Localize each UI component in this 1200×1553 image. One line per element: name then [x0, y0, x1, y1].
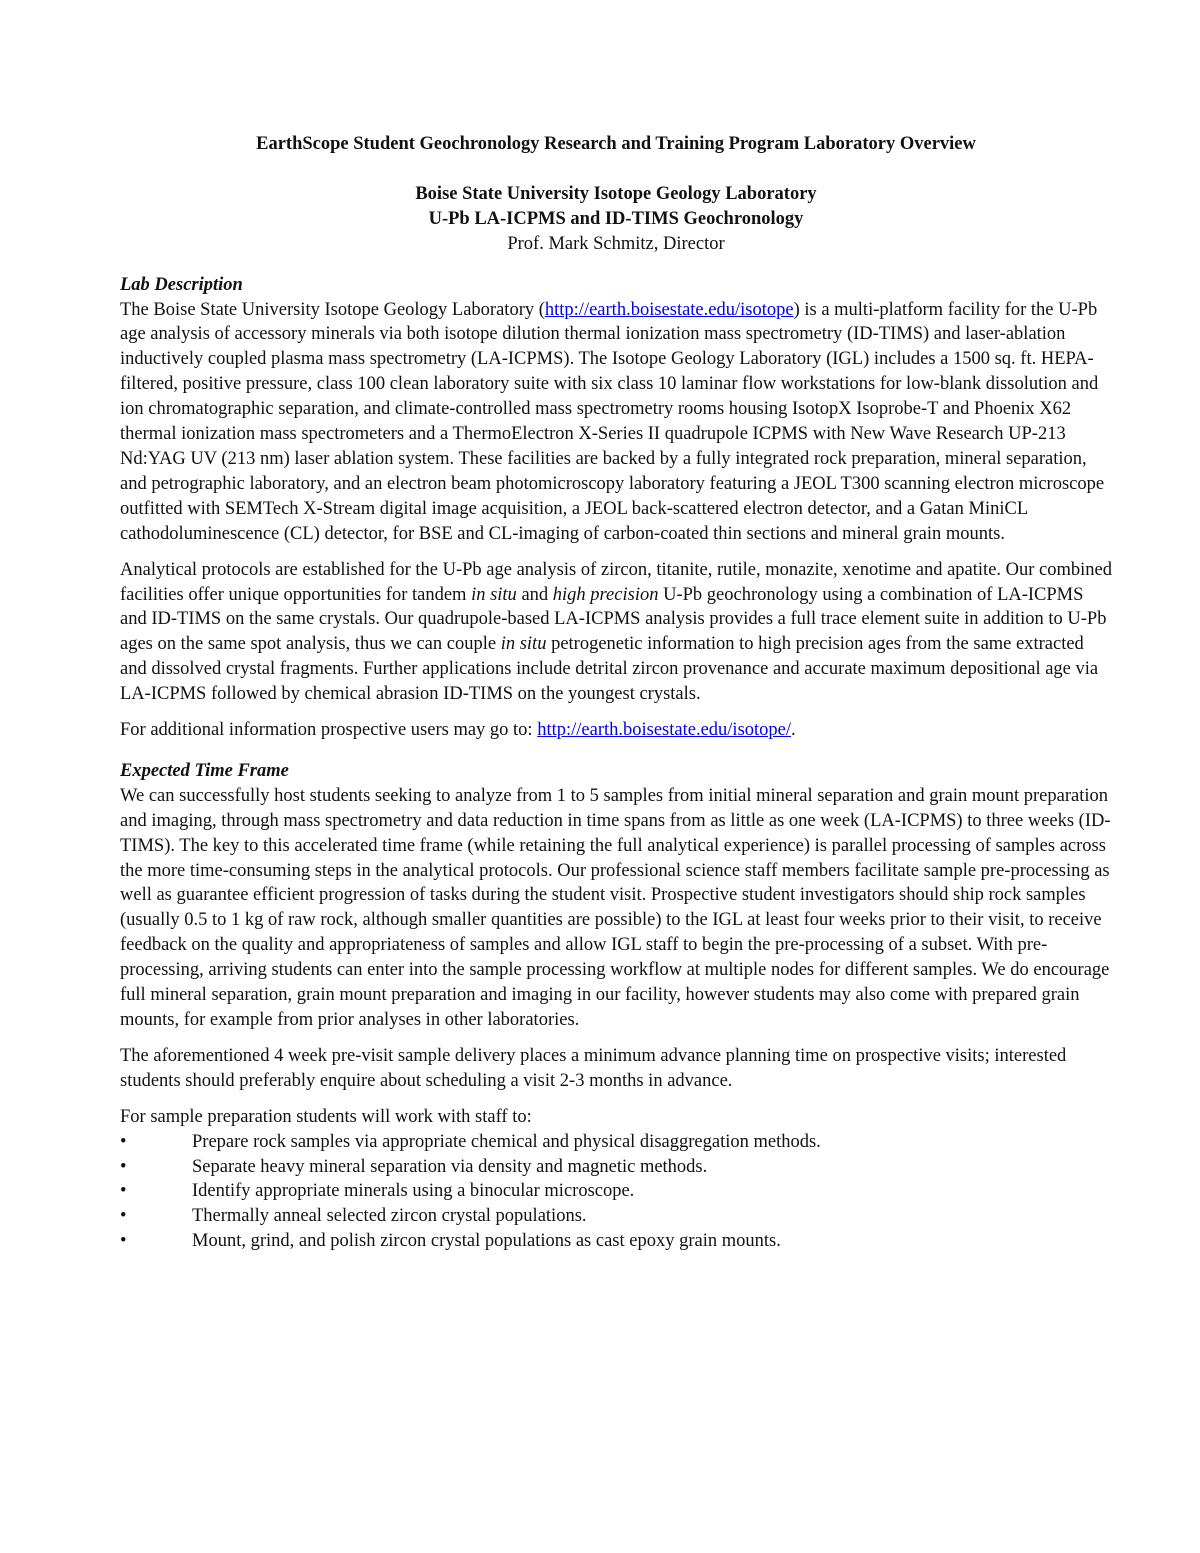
text-span: The Boise State University Isotope Geology Laboratory ( [120, 299, 545, 320]
time-frame-paragraph-1: We can successfully host students seeking to analyze from 1 to 5 samples from initial mineral separation and grain mount preparation and imaging, through mass spectrometry and data reduction in time spans from as little as one week (LA-ICPMS) to three weeks (ID-TIMS). The key to this accelerated time frame (while retaining the full analytical experience) is parallel processing of samples across the more time-consuming steps in the analytical protocols. Our professional science staff members facilitate sample pre-processing as well as guarantee efficient progression of tasks during the student visit. Prospective student investigators should ship rock samples (usually 0.5 to 1 kg of raw rock, although smaller quantities are possible) to the IGL at least four weeks prior to their visit, to receive feedback on the quality and appropriateness of samples and allow IGL staff to begin the pre-processing of a subset. With pre-processing, arriving students can enter into the sample processing workflow at multiple nodes for different samples. We do encourage full mineral separation, grain mount preparation and imaging in our facility, however students may also come with prepared grain mounts, for example from prior analyses in other laboratories. [120, 785, 1111, 1030]
time-frame-paragraph-2: The aforementioned 4 week pre-visit sample delivery places a minimum advance planning time on prospective visits; interested students should preferably enquire about scheduling a visit 2-3 months in advance. [120, 1045, 1067, 1091]
time-frame-paragraph-3: For sample preparation students will work with staff to: [120, 1106, 532, 1127]
lab-description-paragraph-2 [120, 558, 1112, 707]
section-heading-time-frame: Expected Time Frame [120, 760, 289, 781]
document-title: EarthScope Student Geochronology Research and Training Program Laboratory Overview [256, 134, 976, 154]
bullet-icon: • [120, 1131, 127, 1152]
list-item [120, 1229, 1112, 1254]
lab-director: Prof. Mark Schmitz, Director [507, 233, 725, 254]
list-item [120, 1204, 1112, 1229]
lab-name: Boise State University Isotope Geology Laboratory [415, 183, 817, 204]
text-span: Analytical protocols are established for the U-Pb age analysis of zircon, titanite, rutile, monazite, xenotime and apatite. Our combined facilities offer unique opportunities for tandem [120, 559, 1112, 605]
list-item-text: Identify appropriate minerals using a binocular microscope. [192, 1181, 635, 1202]
lab-subtitle: U-Pb LA-ICPMS and ID-TIMS Geochronology [428, 208, 804, 229]
bullet-icon: • [120, 1206, 127, 1227]
italic-text: in situ [471, 584, 517, 605]
list-item [120, 1179, 1112, 1204]
text-span: . [791, 720, 796, 741]
bullet-icon: • [120, 1156, 127, 1177]
list-item-text: Thermally anneal selected zircon crystal populations. [192, 1206, 587, 1227]
title-spacer [120, 157, 1112, 182]
isotope-info-link[interactable]: http://earth.boisestate.edu/isotope/ [537, 720, 792, 741]
bullet-icon: • [120, 1181, 127, 1202]
list-item-text: Prepare rock samples via appropriate chemical and physical disaggregation methods. [192, 1131, 821, 1152]
isotope-lab-link[interactable]: http://earth.boisestate.edu/isotope [544, 299, 794, 320]
text-span: and [516, 584, 553, 605]
lab-description-paragraph-1 [120, 298, 1112, 547]
sample-prep-list [120, 1130, 1112, 1255]
list-item [120, 1130, 1112, 1155]
lab-description-paragraph-3 [120, 718, 1112, 743]
italic-text: in situ [500, 634, 547, 655]
text-span: For additional information prospective users may go to: [120, 720, 538, 741]
text-span: petrogenetic information to high precision ages from the same extracted and dissolved crystal fragments. Further applications include detrital zircon provenance and accurate maximum depositional age via LA-ICPMS followed by chemical abrasion ID-TIMS on the youngest crystals. [120, 634, 1099, 705]
bullet-icon: • [120, 1231, 127, 1252]
list-item-text: Separate heavy mineral separation via density and magnetic methods. [192, 1156, 708, 1177]
text-span: ) is a multi-platform facility for the U-Pb age analysis of accessory minerals via both isotope dilution thermal ionization mass spectrometry (ID-TIMS) and laser-ablation inductively coupled plasma mass spectrometry (LA-ICPMS). The Isotope Geology Laboratory (IGL) includes a 1500 sq. ft. HEPA-filtered, positive pressure, class 100 clean laboratory suite with six class 10 laminar flow workstations for low-blank dissolution and ion chromatographic separation, and climate-controlled mass spectrometry rooms housing IsotopX Isoprobe-T and Phoenix X62 thermal ionization mass spectrometers and a ThermoElectron X-Series II quadrupole ICPMS with New Wave Research UP-213 Nd:YAG UV (213 nm) laser ablation system. These facilities are backed by a fully integrated rock preparation, mineral separation, and petrographic laboratory, and an electron beam photomicroscopy laboratory featuring a JEOL T300 scanning electron microscope outfitted with SEMTech X-Stream digital image acquisition, a JEOL back-scattered electron detector, and a Gatan MiniCL cathodoluminescence (CL) detector, for BSE and CL-imaging of carbon-coated thin sections and mineral grain mounts. [120, 299, 1105, 544]
section-heading-lab-description: Lab Description [120, 274, 243, 295]
italic-text: high precision [552, 584, 659, 605]
list-item-text: Mount, grind, and polish zircon crystal populations as cast epoxy grain mounts. [192, 1231, 781, 1252]
document-page [120, 132, 1112, 1254]
list-item [120, 1155, 1112, 1180]
text-span: U-Pb geochronology using a combination of LA-ICPMS and ID-TIMS on the same crystals. Our quadrupole-based LA-ICPMS analysis provides a full trace element suite in addition to U-Pb ages on the same spot analysis, thus we can couple [120, 584, 1107, 655]
